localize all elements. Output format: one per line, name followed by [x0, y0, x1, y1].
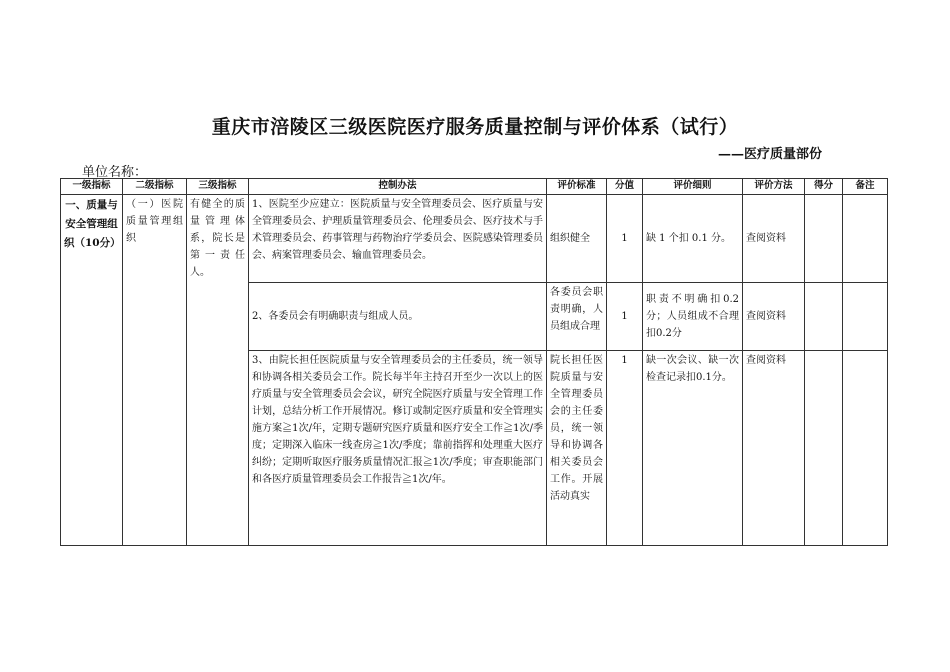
header-level1: 一级指标 [61, 179, 123, 195]
document-subtitle: ——医疗质量部份 [717, 147, 822, 162]
cell-detail: 职责不明确扣0.2分；人员组成不合理扣0.2分 [643, 283, 743, 351]
cell-score: 1 [607, 195, 643, 283]
unit-name-label: 单位名称： [82, 165, 148, 180]
cell-got [805, 351, 843, 546]
cell-note [843, 351, 888, 546]
table-row [61, 195, 888, 283]
cell-method: 1、医院至少应建立：医院质量与安全管理委员会、医疗质量与安全管理委员会、护理质量管理委员会、伦理委员会、医疗技术与手术管理委员会、药事管理与药物治疗学委员会、医院感染管理委员会、病案管理委员会、输血管理委员会。 [249, 195, 547, 283]
header-score: 分值 [607, 179, 643, 195]
header-eval-method: 评价方法 [743, 179, 805, 195]
cell-eval-method: 查阅资料 [743, 283, 805, 351]
cell-score: 1 [607, 283, 643, 351]
cell-note [843, 283, 888, 351]
cell-level2: （一）医院质量管理组织 [123, 195, 187, 546]
cell-standard: 各委员会职责明确，人员组成合理 [547, 283, 607, 351]
header-note: 备注 [843, 179, 888, 195]
cell-detail: 缺 1 个扣 0.1 分。 [643, 195, 743, 283]
header-got: 得分 [805, 179, 843, 195]
cell-detail: 缺一次会议、缺一次检查记录扣0.1分。 [643, 351, 743, 546]
cell-standard: 组织健全 [547, 195, 607, 283]
cell-method: 3、由院长担任医院质量与安全管理委员会的主任委员，统一领导和协调各相关委员会工作。院长每半年主持召开至少一次以上的医疗质量与安全管理委员会会议，研究全院医疗质量与安全管理工作计划，总结分析工作开展情况。修订或制定医疗质量和安全管理实施方案≧1次/年，定期专题研究医疗质量和医疗安全工作≧1次/季度；定期深入临床一线查房≧1次/季度；靠前指挥和处理重大医疗纠纷；定期听取医疗服务质量情况汇报≧1次/季度；审查职能部门和各医疗质量管理委员会工作报告≧1次/年。 [249, 351, 547, 546]
table-header-row [61, 179, 888, 195]
cell-got [805, 283, 843, 351]
header-standard: 评价标准 [547, 179, 607, 195]
cell-method: 2、各委员会有明确职责与组成人员。 [249, 283, 547, 351]
header-detail: 评价细则 [643, 179, 743, 195]
header-method: 控制办法 [249, 179, 547, 195]
cell-note [843, 195, 888, 283]
header-level3: 三级指标 [187, 179, 249, 195]
cell-got [805, 195, 843, 283]
cell-level1: 一、质量与安全管理组织（10分） [61, 195, 123, 546]
cell-eval-method: 查阅资料 [743, 351, 805, 546]
evaluation-table [60, 178, 888, 546]
document-title: 重庆市涪陵区三级医院医疗服务质量控制与评价体系（试行） [211, 116, 739, 138]
cell-score: 1 [607, 351, 643, 546]
cell-level3: 有健全的质量管理体系，院长是第一责任人。 [187, 195, 249, 546]
cell-standard: 院长担任医院质量与安全管理委员会的主任委员，统一领导和协调各相关委员会工作。开展活动真实 [547, 351, 607, 546]
header-level2: 二级指标 [123, 179, 187, 195]
cell-eval-method: 查阅资料 [743, 195, 805, 283]
